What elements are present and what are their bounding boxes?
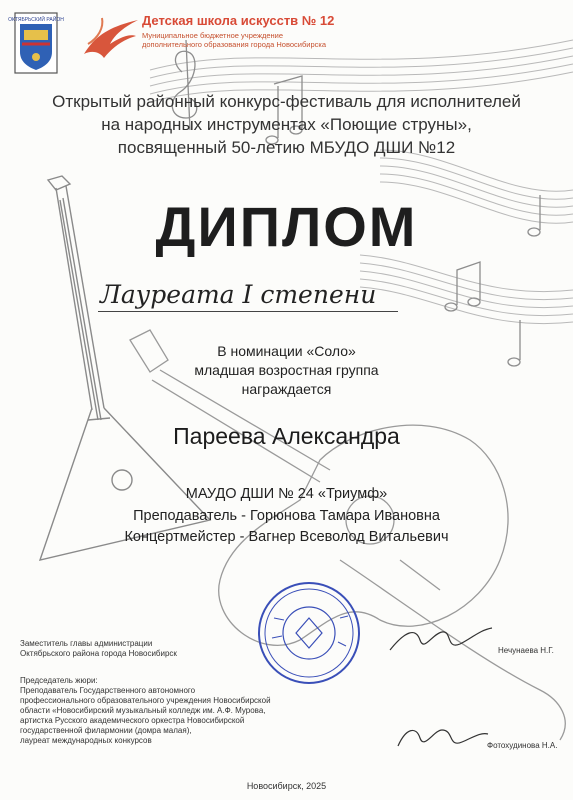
jury-line-2: профессионального образовательного учреждения Новосибирской	[20, 696, 271, 705]
institution-school: МАУДО ДШИ № 24 «Триумф»	[185, 486, 388, 502]
crest-label: ОКТЯБРЬСКИЙ РАЙОН	[8, 17, 64, 23]
school-swallow-logo-icon	[82, 14, 140, 60]
deputy-signature-icon	[386, 620, 496, 660]
jury-chair-block	[20, 676, 290, 746]
diploma-title: ДИПЛОМ	[155, 195, 418, 258]
jury-line-6: лауреат международных конкурсов	[20, 736, 152, 745]
degree-underline	[98, 311, 398, 312]
contest-line-2: на народных инструментах «Поющие струны»,	[101, 115, 472, 134]
nomination-line-1: В номинации «Соло»	[217, 343, 356, 359]
deputy-title	[20, 639, 240, 659]
contest-line-3: посвященный 50-летию МБУДО ДШИ №12	[117, 138, 456, 157]
nomination-block	[0, 342, 573, 399]
contest-line-1: Открытый районный конкурс-фестиваль для исполнителей	[52, 92, 521, 111]
deputy-name: Нечунаева Н.Г.	[498, 646, 554, 655]
awardee-name: Пареева Александра	[173, 423, 400, 449]
jury-line-1: Преподаватель Государственного автономного	[20, 686, 196, 695]
contest-title	[0, 90, 573, 159]
deputy-title-line-2: Октябрьского района города Новосибирск	[20, 649, 177, 658]
award-degree: Лауреата I степени	[100, 280, 377, 309]
nomination-line-2: младшая возростная группа	[194, 362, 379, 378]
nomination-line-3: награждается	[241, 381, 332, 397]
jury-signature-icon	[392, 720, 492, 756]
jury-line-5: государственной филармонии (домра малая),	[20, 726, 192, 735]
institution-teacher: Преподаватель - Горюнова Тамара Ивановна	[133, 507, 440, 524]
official-seal-icon	[254, 578, 364, 688]
jury-chair-name: Фотохудинова Н.А.	[487, 741, 558, 750]
institution-accompanist: Концертмейстер - Вагнер Всеволод Витальевич	[124, 529, 449, 545]
deputy-title-line-1: Заместитель главы администрации	[20, 639, 153, 648]
school-name: Детская школа искусств № 12	[142, 13, 335, 28]
school-subtitle: Муниципальное бюджетное учреждение дополнительного образования города Новосибирска	[142, 31, 326, 49]
jury-line-4: артистка Русского академического оркестра Новосибирской	[20, 716, 245, 725]
jury-line-3: области «Новосибирский музыкальный колледж им. А.Ф. Мурова,	[20, 706, 266, 715]
jury-title: Председатель жюри:	[20, 676, 98, 685]
institution-block	[0, 484, 573, 549]
district-crest-icon	[8, 12, 64, 74]
city-year: Новосибирск, 2025	[246, 781, 327, 791]
